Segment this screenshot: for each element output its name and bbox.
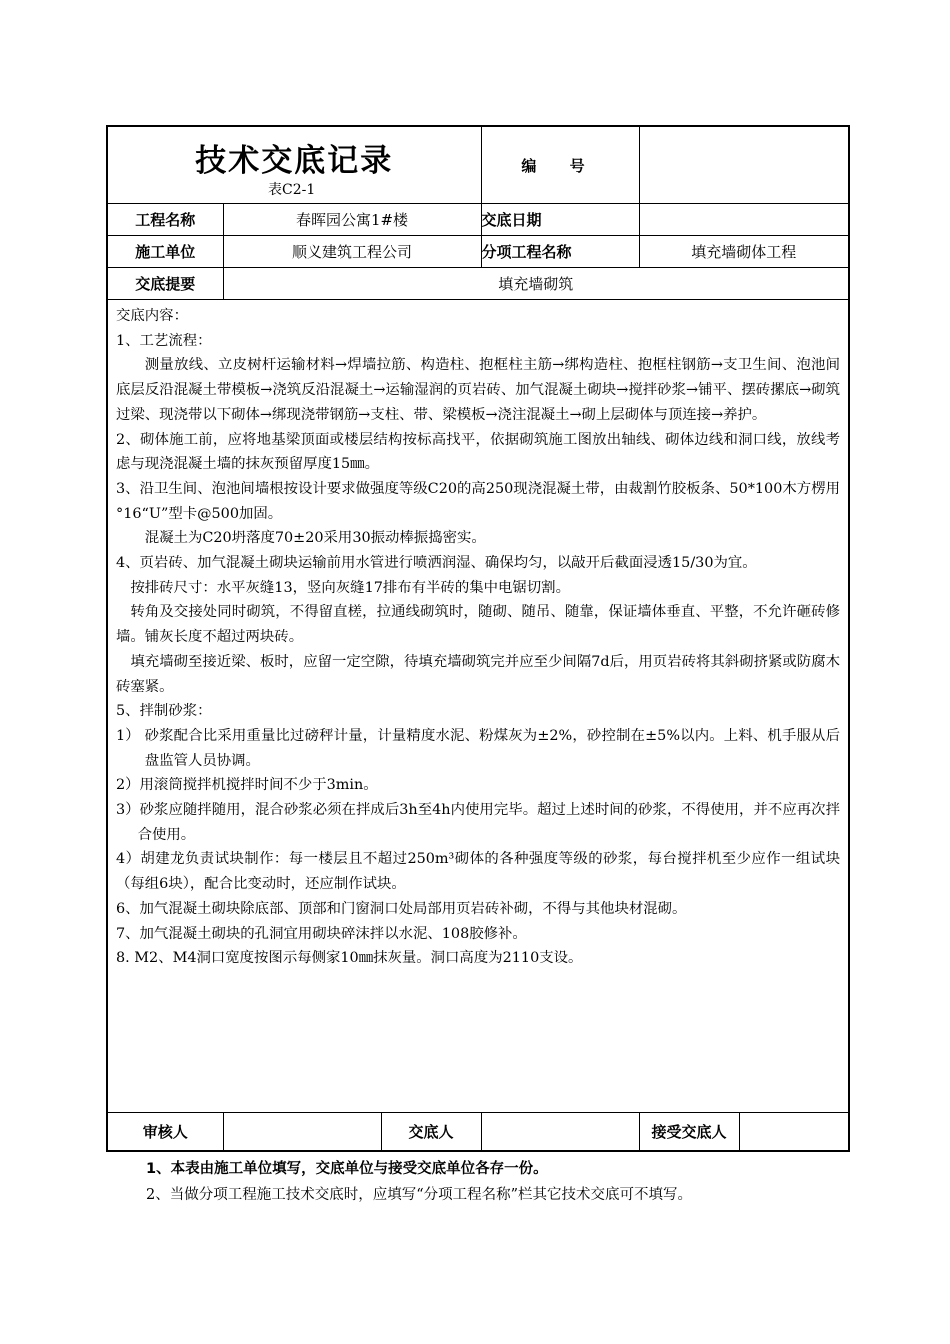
page-title: 技术交底记录 — [195, 143, 394, 179]
contractor-label: 施工单位 — [107, 236, 223, 268]
section-4-text-2: 按排砖尺寸：水平灰缝13，竖向灰缝17排布有半砖的集中电锯切割。 — [130, 579, 570, 596]
section-4-text-3: 转角及交接处同时砌筑，不得留直槎，拉通线砌筑时，随砌、随吊、随靠，保证墙体垂直、平整，不允许砸砖修墙。铺灰长度不超过两块砖。 — [116, 604, 840, 646]
subproject-value[interactable]: 填充墙砌体工程 — [639, 236, 849, 268]
contractor-value[interactable]: 顺义建筑工程公司 — [223, 236, 481, 268]
footnote-1: 1、本表由施工单位填写，交底单位与接受交底单位各存一份。 — [146, 1161, 548, 1177]
content-cell — [107, 300, 849, 1113]
title-cell — [107, 126, 481, 204]
receiver-field[interactable] — [739, 1113, 849, 1152]
section-4-text: 4、页岩砖、加气混凝土砌块运输前用水管进行喷洒润湿、确保均匀，以敲开后截面浸透15/30为宜。 — [116, 555, 757, 572]
subproject-label: 分项工程名称 — [481, 236, 639, 268]
date-field[interactable] — [639, 204, 849, 236]
summary-value[interactable]: 填充墙砌筑 — [223, 268, 849, 300]
form-number: 表C2-1 — [268, 182, 316, 198]
discloser-field[interactable] — [481, 1113, 639, 1152]
section-1-text: 测量放线、立皮树杆运输材料→焊墙拉筋、构造柱、抱框柱主筋→绑构造柱、抱框柱钢筋→支卫生间、泡池间底层反沿混凝土带模板→浇筑反沿混凝土→运输湿润的页岩砖、加气混凝土砌块→搅拌砂浆→铺平、摆砖摞底→砌筑过梁、现浇带以下砌体→绑现浇带钢筋→支柱、带、梁模板→浇注混凝土→砌上层砌体与顶连接→养护。 — [116, 357, 840, 423]
footnote-2: 2、当做分项工程施工技术交底时，应填写“分项工程名称”栏其它技术交底可不填写。 — [146, 1187, 693, 1203]
section-7-text: 7、加气混凝土砌块的孔洞宜用砌块碎沫拌以水泥、108胶修补。 — [116, 925, 527, 942]
section-8-text: 8. M2、M4洞口宽度按图示每侧家10㎜抹灰量。洞口高度为2110支设。 — [116, 950, 583, 967]
section-1-title: 1、工艺流程： — [116, 332, 212, 349]
reviewer-label: 审核人 — [107, 1113, 223, 1152]
footnotes — [146, 1156, 692, 1208]
section-4-text-4: 填充墙砌至接近梁、板时，应留一定空隙，待填充墙砌筑完并应至少间隔7d后，用页岩砖将其斜砌挤紧或防腐木砖塞紧。 — [116, 653, 840, 695]
content-heading: 交底内容： — [116, 308, 188, 324]
section-5-item-1: 1） 砂浆配合比采用重量比过磅秤计量，计量精度水泥、粉煤灰为±2%，砂控制在±5%以内。上料、机手服从后盘监管人员协调。 — [116, 727, 840, 769]
summary-label: 交底提要 — [107, 268, 223, 300]
section-5-item-2: 2）用滚筒搅拌机搅拌时间不少于3min。 — [116, 777, 378, 794]
number-label: 编 号 — [481, 126, 639, 204]
section-3-text-2: 混凝土为C20坍落度70±20采用30振动棒振捣密实。 — [144, 530, 486, 547]
section-2-text: 2、砌体施工前，应将地基梁顶面或楼层结构按标高找平，依据砌筑施工图放出轴线、砌体边线和洞口线，放线考虑与现浇混凝土墙的抹灰预留厚度15㎜。 — [116, 431, 840, 473]
section-3-text: 3、沿卫生间、泡池间墙根按设计要求做强度等级C20的高250现浇混凝土带，由裁割竹胶板条、50*100木方楞用 °16“U”型卡@500加固。 — [116, 480, 840, 522]
section-5-title: 5、拌制砂浆： — [116, 703, 212, 720]
form-table — [106, 125, 850, 1152]
project-name-label: 工程名称 — [107, 204, 223, 236]
disclosure-content — [108, 300, 848, 971]
receiver-label: 接受交底人 — [639, 1113, 739, 1152]
discloser-label: 交底人 — [381, 1113, 481, 1152]
technical-disclosure-form — [106, 125, 848, 1152]
reviewer-field[interactable] — [223, 1113, 381, 1152]
project-name-value[interactable]: 春晖园公寓1#楼 — [223, 204, 481, 236]
section-5-item-3: 3）砂浆应随拌随用，混合砂浆必须在拌成后3h至4h内使用完毕。超过上述时间的砂浆，不得使用，并不应再次拌合使用。 — [116, 802, 840, 843]
number-field[interactable] — [639, 126, 849, 204]
section-5-item-4: 4）胡建龙负责试块制作：每一楼层且不超过250m³砌体的各种强度等级的砂浆，每台搅拌机至少应作一组试块（每组6块），配合比变动时，还应制作试块。 — [116, 851, 840, 893]
date-label: 交底日期 — [481, 204, 639, 236]
section-6-text: 6、加气混凝土砌块除底部、顶部和门窗洞口处局部用页岩砖补砌，不得与其他块材混砌。 — [116, 900, 687, 917]
